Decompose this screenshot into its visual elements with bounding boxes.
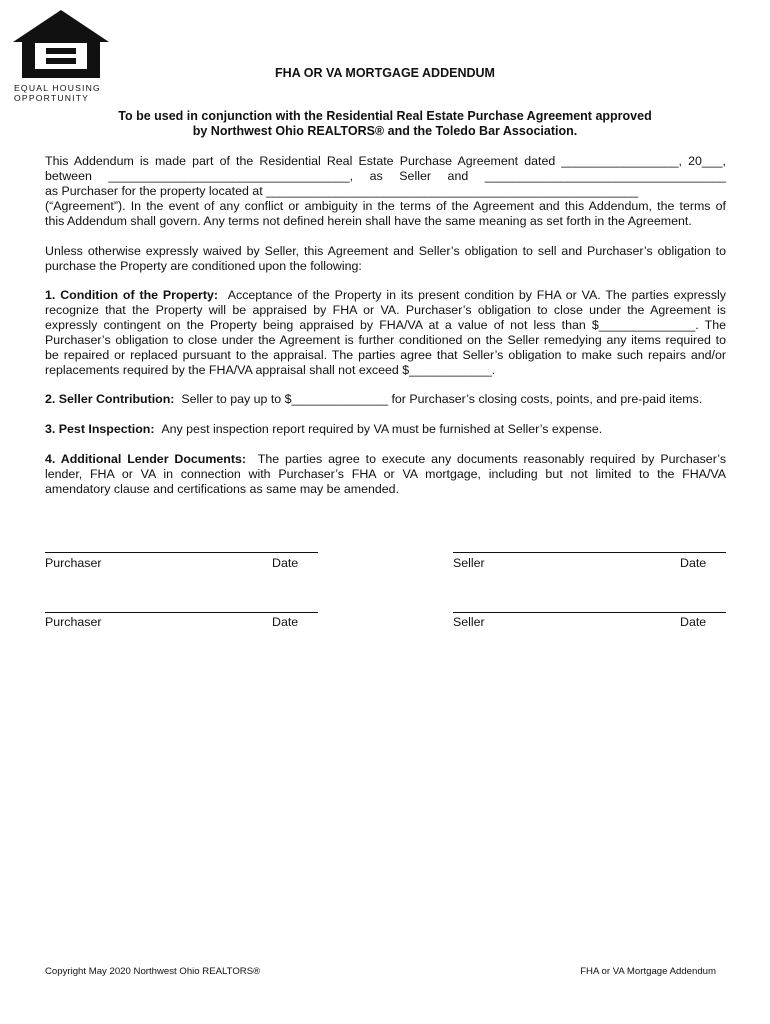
purchaser-date-label: Date <box>272 556 299 570</box>
section-heading: 2. Seller Contribution: <box>45 392 175 406</box>
section-line: replacements required by the FHA/VA appraisal shall not exceed $____________. <box>45 363 496 377</box>
section-text: Any pest inspection report required by VA must be furnished at Seller’s expense. <box>161 422 603 436</box>
conditions-paragraph <box>45 244 726 274</box>
section-line: expressly contingent on the Property being appraised by FHA/VA at a value of not less than $______________. The <box>45 318 726 332</box>
subtitle-line: To be used in conjunction with the Residential Real Estate Purchase Agreement approved <box>118 109 652 123</box>
document-title: FHA OR VA MORTGAGE ADDENDUM <box>275 66 495 80</box>
purchaser-signature-line[interactable] <box>45 612 318 613</box>
seller-label: Seller <box>453 615 485 629</box>
equal-housing-logo <box>10 8 110 104</box>
conditions-line: Unless otherwise expressly waived by Seller, this Agreement and Seller’s obligation to sell and Purchaser’s obligation to <box>45 244 726 258</box>
document-subtitle <box>60 109 710 139</box>
seller-date-label: Date <box>680 615 707 629</box>
section-text: Acceptance of the Property in its present condition by FHA or VA. The parties expressly <box>227 288 726 302</box>
footer-document-name: FHA or VA Mortgage Addendum <box>580 966 716 977</box>
purchaser-signature-line[interactable] <box>45 552 318 553</box>
section-line: Purchaser’s obligation to close under the Agreement is further conditioned on the Seller remedying any items required to <box>45 333 726 347</box>
section-seller-contribution <box>45 392 726 407</box>
intro-paragraph <box>45 154 726 229</box>
conditions-line: purchase the Property are conditioned upon the following: <box>45 259 362 273</box>
section-additional-lender-documents <box>45 452 726 497</box>
intro-line: This Addendum is made part of the Residential Real Estate Purchase Agreement dated _________________, 20___, <box>45 154 726 168</box>
subtitle-line: by Northwest Ohio REALTORS® and the Toledo Bar Association. <box>192 124 578 138</box>
section-line: recognize that the Property will be appraised by FHA or VA. Purchaser’s obligation to close under the Agreement is <box>45 303 726 317</box>
section-heading: 4. Additional Lender Documents: <box>45 452 247 466</box>
intro-line: (“Agreement”). In the event of any conflict or ambiguity in the terms of the Agreement and this Addendum, the terms of <box>45 199 726 213</box>
section-pest-inspection <box>45 422 726 437</box>
section-text: The parties agree to execute any documents reasonably required by Purchaser’s <box>257 452 727 466</box>
footer-copyright: Copyright May 2020 Northwest Ohio REALTORS® <box>45 966 261 977</box>
section-line: amendatory clause and certifications as same may be amended. <box>45 482 400 496</box>
purchaser-label: Purchaser <box>45 615 102 629</box>
seller-signature-line[interactable] <box>453 552 726 553</box>
section-condition-of-property <box>45 288 726 378</box>
purchaser-date-label: Date <box>272 615 299 629</box>
intro-line: between ___________________________________, as Seller and ___________________________________ <box>45 169 726 183</box>
logo-text-line1: EQUAL HOUSING <box>14 83 101 93</box>
section-text: Seller to pay up to $______________ for Purchaser’s closing costs, points, and pre-paid items. <box>181 392 703 406</box>
section-line: lender, FHA or VA in connection with Purchaser’s FHA or VA mortgage, including but not limited to the FHA/VA <box>45 467 726 481</box>
seller-label: Seller <box>453 556 485 570</box>
purchaser-label: Purchaser <box>45 556 102 570</box>
section-heading: 3. Pest Inspection: <box>45 422 155 436</box>
logo-text-line2: OPPORTUNITY <box>14 93 90 103</box>
section-line: be repaired or replaced pursuant to the appraisal. The parties agree that Seller’s obligation to make such repairs and/or <box>45 348 726 362</box>
seller-signature-line[interactable] <box>453 612 726 613</box>
intro-line: as Purchaser for the property located at ______________________________________________________ <box>45 184 639 198</box>
section-heading: 1. Condition of the Property: <box>45 288 218 302</box>
intro-line: this Addendum shall govern. Any terms not defined herein shall have the same meaning as set forth in the Agreement. <box>45 214 692 228</box>
seller-date-label: Date <box>680 556 707 570</box>
